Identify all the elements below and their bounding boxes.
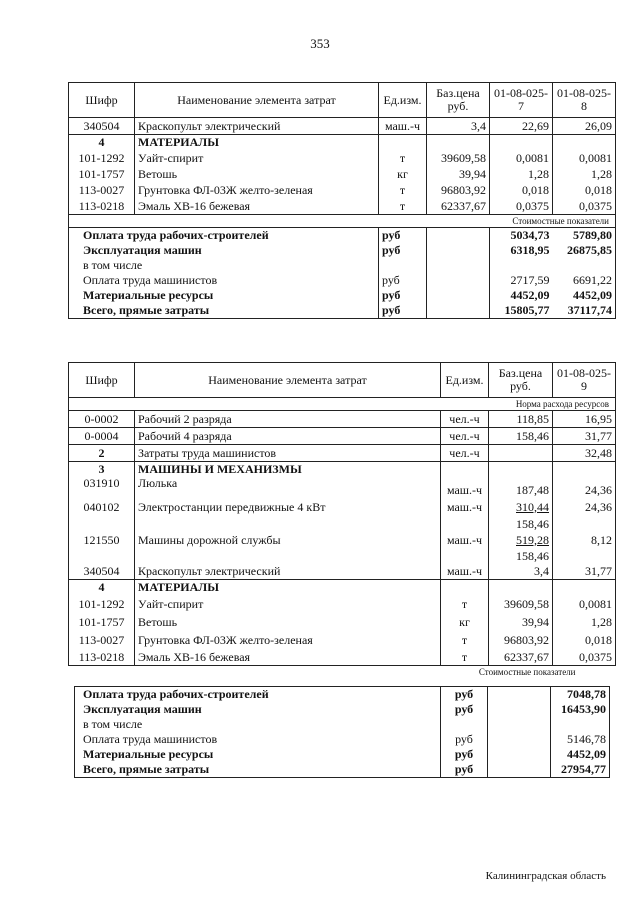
caption-row xyxy=(69,215,616,228)
table-row: 031910 Люлька маш.-ч 187,48 24,36 xyxy=(69,477,616,497)
table-row: 101-1292 Уайт-спирит т 39609,58 0,0081 0,0081 xyxy=(69,150,616,166)
section-row: 3 МАШИНЫ И МЕХАНИЗМЫ xyxy=(69,462,616,478)
summary-row: Оплата труда машинистов руб 5146,78 xyxy=(75,732,610,747)
header-col-7: 01-08-025- 7 xyxy=(490,83,553,118)
cost-table-2 xyxy=(68,362,616,678)
header-col-8: 01-08-025- 8 xyxy=(553,83,616,118)
table-row: 0-0002 Рабочий 2 разряда чел.-ч 118,85 16,95 xyxy=(69,411,616,428)
header-name: Наименование элемента затрат xyxy=(135,83,379,118)
section-row: 2 Затраты труда машинистов чел.-ч 32,48 xyxy=(69,445,616,462)
table-header-row xyxy=(69,363,616,398)
summary-row: Эксплуатация машин руб 16453,90 xyxy=(75,702,610,717)
header-base-price: Баз.цена руб. xyxy=(489,363,553,398)
header-code: Шифр xyxy=(69,83,135,118)
resource-norm-caption: Норма расхода ресурсов xyxy=(69,398,616,411)
summary-row: Материальные ресурсы руб 4452,09 xyxy=(75,747,610,762)
table-row: 101-1292 Уайт-спирит т 39609,58 0,0081 xyxy=(69,595,616,613)
summary-row: Оплата труда рабочих-строителей руб 7048,78 xyxy=(75,687,610,703)
summary-row: Всего, прямые затраты руб 27954,77 xyxy=(75,762,610,778)
table-row: 121550 Машины дорожной службы маш.-ч 519,28 8,12 xyxy=(69,531,616,549)
table-row: 113-0218 Эмаль ХВ-16 бежевая т 62337,67 0,0375 xyxy=(69,649,616,666)
header-base-price: Баз.цена руб. xyxy=(427,83,490,118)
summary-row: Оплата труда машинистов руб 2717,59 6691,22 xyxy=(69,273,616,288)
table-row: 101-1757 Ветошь кг 39,94 1,28 1,28 xyxy=(69,166,616,182)
table-header-row xyxy=(69,83,616,118)
table-row: 340504 Краскопульт электрический маш.-ч 3,4 22,69 26,09 xyxy=(69,118,616,135)
table-row: 158,46 xyxy=(69,517,616,531)
header-col-9: 01-08-025- 9 xyxy=(553,363,616,398)
summary-row: Эксплуатация машин руб 6318,95 26875,85 xyxy=(69,243,616,258)
page-number: 353 xyxy=(310,36,330,51)
footer-region: Калининградская область xyxy=(485,870,606,882)
summary-row: Всего, прямые затраты руб 15805,77 37117,74 xyxy=(69,303,616,319)
summary-row: в том числе xyxy=(75,717,610,732)
summary-row: Материальные ресурсы руб 4452,09 4452,09 xyxy=(69,288,616,303)
caption-row xyxy=(69,398,616,411)
section-row: 4 МАТЕРИАЛЫ xyxy=(69,135,616,151)
table-row: 101-1757 Ветошь кг 39,94 1,28 xyxy=(69,613,616,631)
cost-table-1 xyxy=(68,82,616,319)
table-row: 0-0004 Рабочий 4 разряда чел.-ч 158,46 31,77 xyxy=(69,428,616,445)
header-unit: Ед.изм. xyxy=(441,363,489,398)
header-unit: Ед.изм. xyxy=(379,83,427,118)
cost-table-2-summary xyxy=(74,686,610,778)
cost-indicators-caption: Стоимостные показатели xyxy=(69,215,616,228)
table-row: 340504 Краскопульт электрический маш.-ч 3,4 31,77 xyxy=(69,563,616,580)
table-row: 113-0218 Эмаль ХВ-16 бежевая т 62337,67 0,0375 0,0375 xyxy=(69,198,616,215)
header-code: Шифр xyxy=(69,363,135,398)
table-row: 113-0027 Грунтовка ФЛ-03Ж желто-зеленая т 96803,92 0,018 0,018 xyxy=(69,182,616,198)
cost-indicators-caption: Стоимостные показатели xyxy=(478,667,576,677)
summary-row: в том числе xyxy=(69,258,616,273)
table-row: 113-0027 Грунтовка ФЛ-03Ж желто-зеленая т 96803,92 0,018 xyxy=(69,631,616,649)
caption-row xyxy=(69,666,616,679)
summary-row: Оплата труда рабочих-строителей руб 5034,73 5789,80 xyxy=(69,228,616,244)
header-name: Наименование элемента затрат xyxy=(135,363,441,398)
table-row: 040102 Электростанции передвижные 4 кВт маш.-ч 310,44 24,36 xyxy=(69,497,616,517)
section-row: 4 МАТЕРИАЛЫ xyxy=(69,580,616,596)
table-row: 158,46 xyxy=(69,549,616,563)
